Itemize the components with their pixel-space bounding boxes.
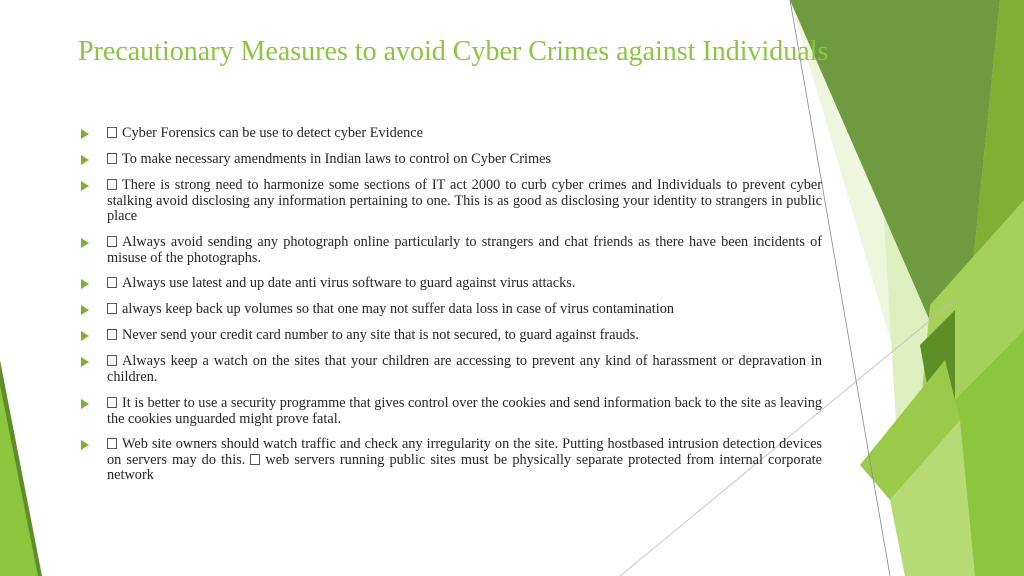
bullet-text: Cyber Forensics can be use to detect cyber Evidence xyxy=(107,126,822,142)
missing-glyph-icon xyxy=(107,179,117,190)
bullet-text: Always use latest and up date anti virus software to guard against virus attacks. xyxy=(107,276,822,292)
triangle-bullet-icon xyxy=(81,440,89,450)
missing-glyph-icon xyxy=(107,438,117,449)
triangle-bullet-icon xyxy=(81,129,89,139)
triangle-bullet-icon xyxy=(81,331,89,341)
missing-glyph-icon xyxy=(107,397,117,408)
triangle-bullet-icon xyxy=(81,305,89,315)
triangle-bullet-icon xyxy=(81,155,89,165)
missing-glyph-icon xyxy=(107,277,117,288)
bullet-text: Web site owners should watch traffic and check any irregularity on the site. Putting hostbased intrusion detection devices on servers may do this. web servers running public sites must be physically separate protected from internal corporate network xyxy=(107,436,823,483)
bullet-text: Always keep a watch on the sites that your children are accessing to prevent any kind of harassment or depravation in children. xyxy=(107,353,822,385)
missing-glyph-icon xyxy=(107,236,117,247)
triangle-bullet-icon xyxy=(81,399,89,409)
bullet-text: Never send your credit card number to any site that is not secured, to guard against frauds. xyxy=(107,328,822,344)
triangle-bullet-icon xyxy=(81,279,89,289)
bullet-text: always keep back up volumes so that one may not suffer data loss in case of virus contamination xyxy=(107,302,822,318)
missing-glyph-icon xyxy=(107,355,117,366)
missing-glyph-icon xyxy=(107,329,117,340)
triangle-bullet-icon xyxy=(81,357,89,367)
bullet-text: It is better to use a security programme that gives control over the cookies and send information back to the site as leaving the cookies unguarded might prove fatal. xyxy=(107,395,822,427)
triangle-bullet-icon xyxy=(81,181,89,191)
missing-glyph-icon xyxy=(107,153,117,164)
missing-glyph-icon xyxy=(107,127,117,138)
missing-glyph-icon xyxy=(250,454,260,465)
triangle-bullet-icon xyxy=(81,238,89,248)
missing-glyph-icon xyxy=(107,303,117,314)
bullet-text: Always avoid sending any photograph online particularly to strangers and chat friends as there have been incidents of misuse of the photographs. xyxy=(107,234,822,266)
bullet-text: To make necessary amendments in Indian laws to control on Cyber Crimes xyxy=(107,152,822,168)
bullet-text: There is strong need to harmonize some sections of IT act 2000 to curb cyber crimes and Individuals to prevent cyber stalking avoid disclosing any information pertaining to one. This is as good as disclosing your identity to strangers in public place xyxy=(107,177,822,224)
slide-title: Precautionary Measures to avoid Cyber Crimes against Individuals xyxy=(78,36,829,67)
